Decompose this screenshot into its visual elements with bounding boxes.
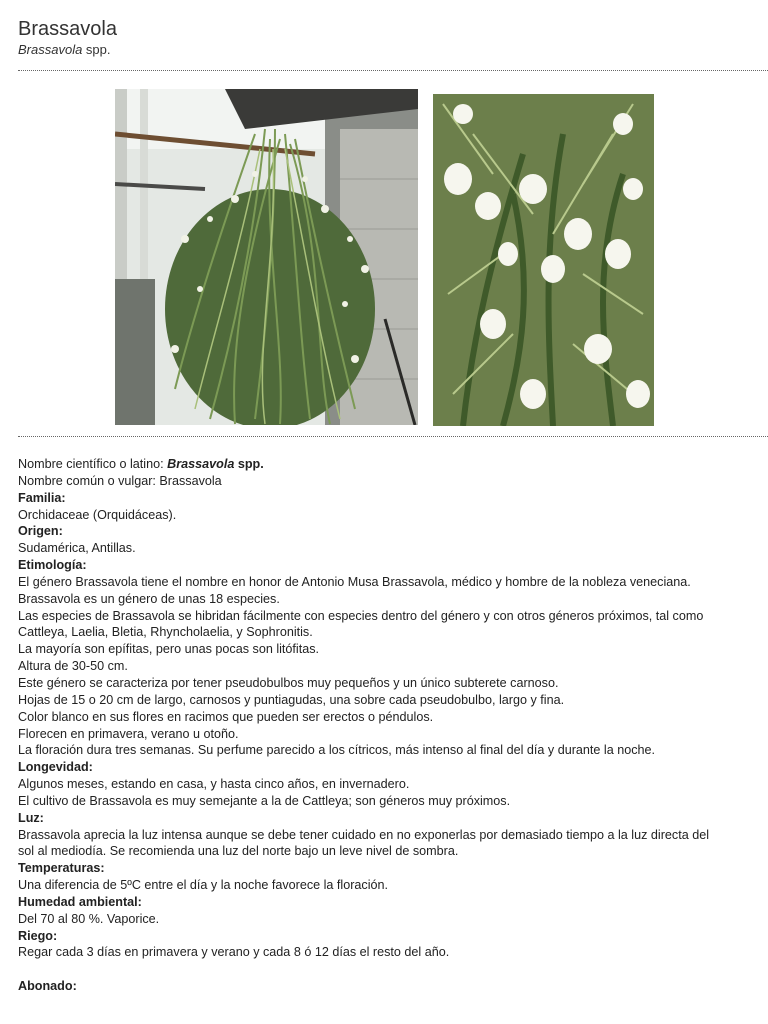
etimologia-line: Las especies de Brassavola se hibridan fácilmente con especies dentro del género y con otros géneros próximos, tal como bbox=[18, 608, 704, 623]
luz-heading: Luz: bbox=[18, 810, 44, 825]
humedad-text: Del 70 al 80 %. Vaporice. bbox=[18, 911, 160, 926]
origen-text: Sudamérica, Antillas. bbox=[18, 541, 136, 556]
scientific-name bbox=[18, 456, 753, 473]
temperaturas-heading: Temperaturas: bbox=[18, 861, 105, 876]
mid-divider bbox=[18, 436, 768, 437]
abonado-heading: Abonado: bbox=[18, 979, 77, 994]
spacer bbox=[18, 961, 753, 978]
etimologia-line: El género Brassavola tiene el nombre en honor de Antonio Musa Brassavola, médico y hombre de la nobleza veneciana. bbox=[18, 574, 691, 589]
etimologia-heading: Etimología: bbox=[18, 558, 87, 573]
etimologia-line: Color blanco en sus flores en racimos que pueden ser erectos o péndulos. bbox=[18, 709, 434, 724]
etimologia-line: Hojas de 15 o 20 cm de largo, carnosos y puntiagudas, una sobre cada pseudobulbo, largo y fina. bbox=[18, 692, 565, 707]
temperaturas-text: Una diferencia de 5ºC entre el día y la noche favorece la floración. bbox=[18, 878, 389, 893]
subtitle-genus: Brassavola bbox=[18, 42, 83, 57]
humedad-heading: Humedad ambiental: bbox=[18, 894, 142, 909]
page-title: Brassavola bbox=[18, 18, 117, 40]
etimologia-line: La mayoría son epífitas, pero unas pocas son litófitas. bbox=[18, 642, 320, 657]
luz-line: Brassavola aprecia la luz intensa aunque se debe tener cuidado en no exponerlas por demasiado tiempo a la luz directa del bbox=[18, 827, 710, 842]
longevidad-heading: Longevidad: bbox=[18, 760, 93, 775]
common-name: Nombre común o vulgar: Brassavola bbox=[18, 473, 222, 488]
luz-line: sol al mediodía. Se recomienda una luz del norte bajo un leve nivel de sombra. bbox=[18, 844, 459, 859]
etimologia-line: Cattleya, Laelia, Bletia, Rhyncholaelia, y Sophronitis. bbox=[18, 625, 313, 640]
scientific-label: Nombre científico o latino: bbox=[18, 457, 168, 471]
riego-text: Regar cada 3 días en primavera y verano y cada 8 ó 12 días el resto del año. bbox=[18, 945, 450, 960]
scientific-spp: spp. bbox=[234, 457, 264, 471]
white-flowers-photo bbox=[433, 94, 654, 426]
etimologia-line: Florecen en primavera, verano u otoño. bbox=[18, 726, 239, 741]
longevidad-line: Algunos meses, estando en casa, y hasta cinco años, en invernadero. bbox=[18, 777, 410, 792]
familia-heading: Familia: bbox=[18, 490, 66, 505]
etimologia-line: Este género se caracteriza por tener pseudobulbos muy pequeños y un único subterete carnoso. bbox=[18, 675, 559, 690]
hanging-plant-photo bbox=[115, 89, 418, 425]
etimologia-line: Altura de 30-50 cm. bbox=[18, 659, 128, 674]
scientific-genus: Brassavola bbox=[167, 457, 235, 471]
subtitle-spp: spp. bbox=[82, 42, 111, 57]
etimologia-line: La floración dura tres semanas. Su perfume parecido a los cítricos, más intenso al final del día y durante la noche. bbox=[18, 743, 656, 758]
riego-heading: Riego: bbox=[18, 928, 58, 943]
etimologia-line: Brassavola es un género de unas 18 especies. bbox=[18, 591, 280, 606]
longevidad-line: El cultivo de Brassavola es muy semejante a la de Cattleya; son géneros muy próximos. bbox=[18, 793, 511, 808]
familia-text: Orchidaceae (Orquidáceas). bbox=[18, 507, 177, 522]
plant-details bbox=[18, 456, 753, 995]
page-subtitle bbox=[18, 42, 111, 57]
origen-heading: Origen: bbox=[18, 524, 63, 539]
top-divider bbox=[18, 70, 768, 71]
